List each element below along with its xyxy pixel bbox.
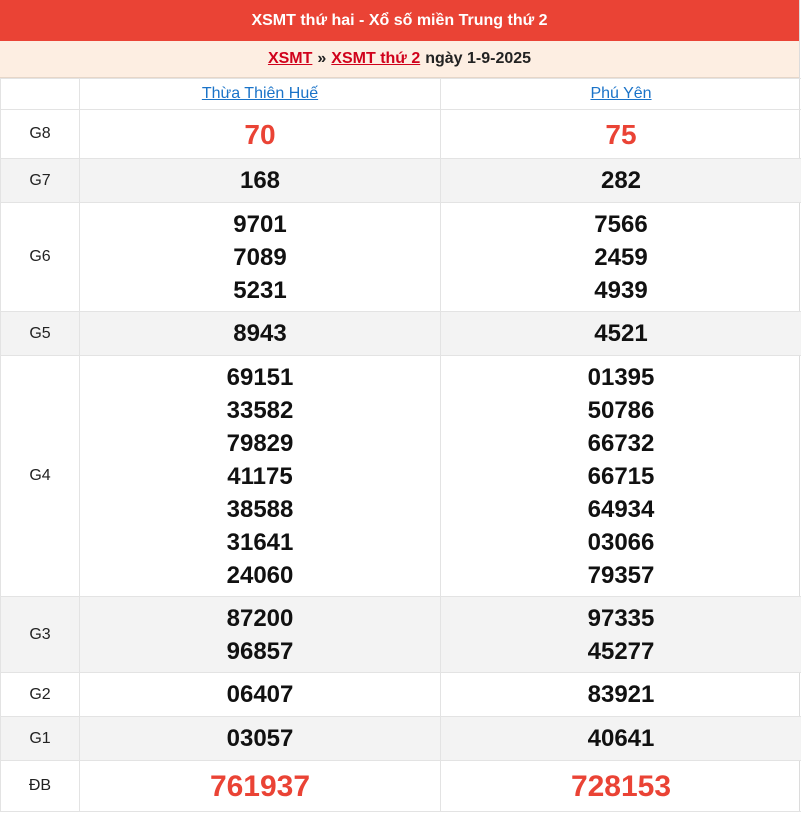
breadcrumb-link-xsmt-thu-2[interactable]: XSMT thứ 2 bbox=[331, 50, 421, 67]
prize-number: 282 bbox=[600, 167, 642, 194]
breadcrumb-date: ngày 1-9-2025 bbox=[425, 50, 532, 67]
prize-cell bbox=[441, 159, 801, 203]
prize-number: 4939 bbox=[594, 276, 648, 304]
prize-number: 33582 bbox=[226, 396, 294, 424]
prize-number: 06407 bbox=[226, 681, 294, 708]
prize-cell bbox=[441, 356, 801, 597]
prize-number: 69151 bbox=[226, 363, 294, 391]
prize-row-g5 bbox=[1, 312, 801, 356]
prize-number: 03057 bbox=[226, 725, 294, 752]
prize-cell bbox=[441, 673, 801, 717]
prize-number: 7089 bbox=[233, 243, 287, 271]
prize-number: 38588 bbox=[226, 495, 294, 523]
results-table bbox=[0, 78, 801, 812]
table-header-row bbox=[1, 79, 801, 110]
breadcrumb-link-xsmt[interactable]: XSMT bbox=[267, 50, 313, 67]
prize-row-g7 bbox=[1, 159, 801, 203]
prize-number: 64934 bbox=[587, 495, 655, 523]
prize-row-special bbox=[1, 761, 801, 812]
prize-number: 66732 bbox=[587, 429, 655, 457]
prize-cell bbox=[441, 597, 801, 673]
prize-label: G1 bbox=[1, 717, 80, 761]
prize-cell bbox=[80, 597, 441, 673]
prize-cell bbox=[80, 159, 441, 203]
prize-number: 168 bbox=[239, 167, 281, 194]
prize-label: G7 bbox=[1, 159, 80, 203]
prize-number: 4521 bbox=[594, 320, 648, 347]
province-header-1 bbox=[80, 79, 441, 110]
prize-number: 50786 bbox=[587, 396, 655, 424]
prize-cell bbox=[441, 761, 801, 812]
prize-cell bbox=[80, 356, 441, 597]
prize-number: 87200 bbox=[226, 604, 294, 632]
prize-cell bbox=[80, 203, 441, 312]
prize-label: G6 bbox=[1, 203, 80, 312]
prize-number: 24060 bbox=[226, 561, 294, 589]
prize-number: 75 bbox=[605, 118, 637, 150]
prize-number: 79357 bbox=[587, 561, 655, 589]
prize-cell bbox=[80, 110, 441, 159]
prize-cell bbox=[441, 717, 801, 761]
prize-number: 03066 bbox=[587, 528, 655, 556]
province-link-thua-thien-hue[interactable]: Thừa Thiên Huế bbox=[201, 85, 319, 102]
prize-number: 66715 bbox=[587, 462, 655, 490]
prize-number: 97335 bbox=[587, 604, 655, 632]
page-title: XSMT thứ hai - Xổ số miền Trung thứ 2 bbox=[0, 0, 799, 41]
prize-label: G5 bbox=[1, 312, 80, 356]
prize-row-g6 bbox=[1, 203, 801, 312]
prize-number: 96857 bbox=[226, 637, 294, 665]
prize-row-g3 bbox=[1, 597, 801, 673]
prize-number: 2459 bbox=[594, 243, 648, 271]
prize-number: 9701 bbox=[233, 210, 287, 238]
prize-row-g2 bbox=[1, 673, 801, 717]
prize-cell bbox=[80, 717, 441, 761]
prize-number: 01395 bbox=[587, 363, 655, 391]
prize-row-g8 bbox=[1, 110, 801, 159]
breadcrumb-separator: » bbox=[317, 50, 327, 67]
prize-label: G2 bbox=[1, 673, 80, 717]
prize-row-g4 bbox=[1, 356, 801, 597]
prize-cell bbox=[80, 761, 441, 812]
prize-number: 31641 bbox=[226, 528, 294, 556]
province-link-phu-yen[interactable]: Phú Yên bbox=[590, 85, 652, 102]
prize-number: 5231 bbox=[233, 276, 287, 304]
prize-number: 8943 bbox=[233, 320, 287, 347]
prize-number: 40641 bbox=[587, 725, 655, 752]
prize-label: G3 bbox=[1, 597, 80, 673]
province-header-2 bbox=[441, 79, 801, 110]
prize-number: 79829 bbox=[226, 429, 294, 457]
prize-row-g1 bbox=[1, 717, 801, 761]
prize-cell bbox=[441, 203, 801, 312]
prize-number: 41175 bbox=[227, 462, 293, 490]
prize-cell bbox=[80, 673, 441, 717]
header-empty-cell bbox=[1, 79, 80, 110]
prize-number: 70 bbox=[244, 118, 276, 150]
prize-label: ĐB bbox=[1, 761, 80, 812]
prize-label: G8 bbox=[1, 110, 80, 159]
prize-cell bbox=[441, 312, 801, 356]
special-prize-number: 728153 bbox=[570, 769, 672, 803]
prize-cell bbox=[80, 312, 441, 356]
prize-cell bbox=[441, 110, 801, 159]
special-prize-number: 761937 bbox=[209, 769, 311, 803]
prize-number: 45277 bbox=[587, 637, 655, 665]
breadcrumb bbox=[0, 41, 799, 78]
prize-number: 7566 bbox=[594, 210, 648, 238]
prize-number: 83921 bbox=[587, 681, 655, 708]
prize-label: G4 bbox=[1, 356, 80, 597]
